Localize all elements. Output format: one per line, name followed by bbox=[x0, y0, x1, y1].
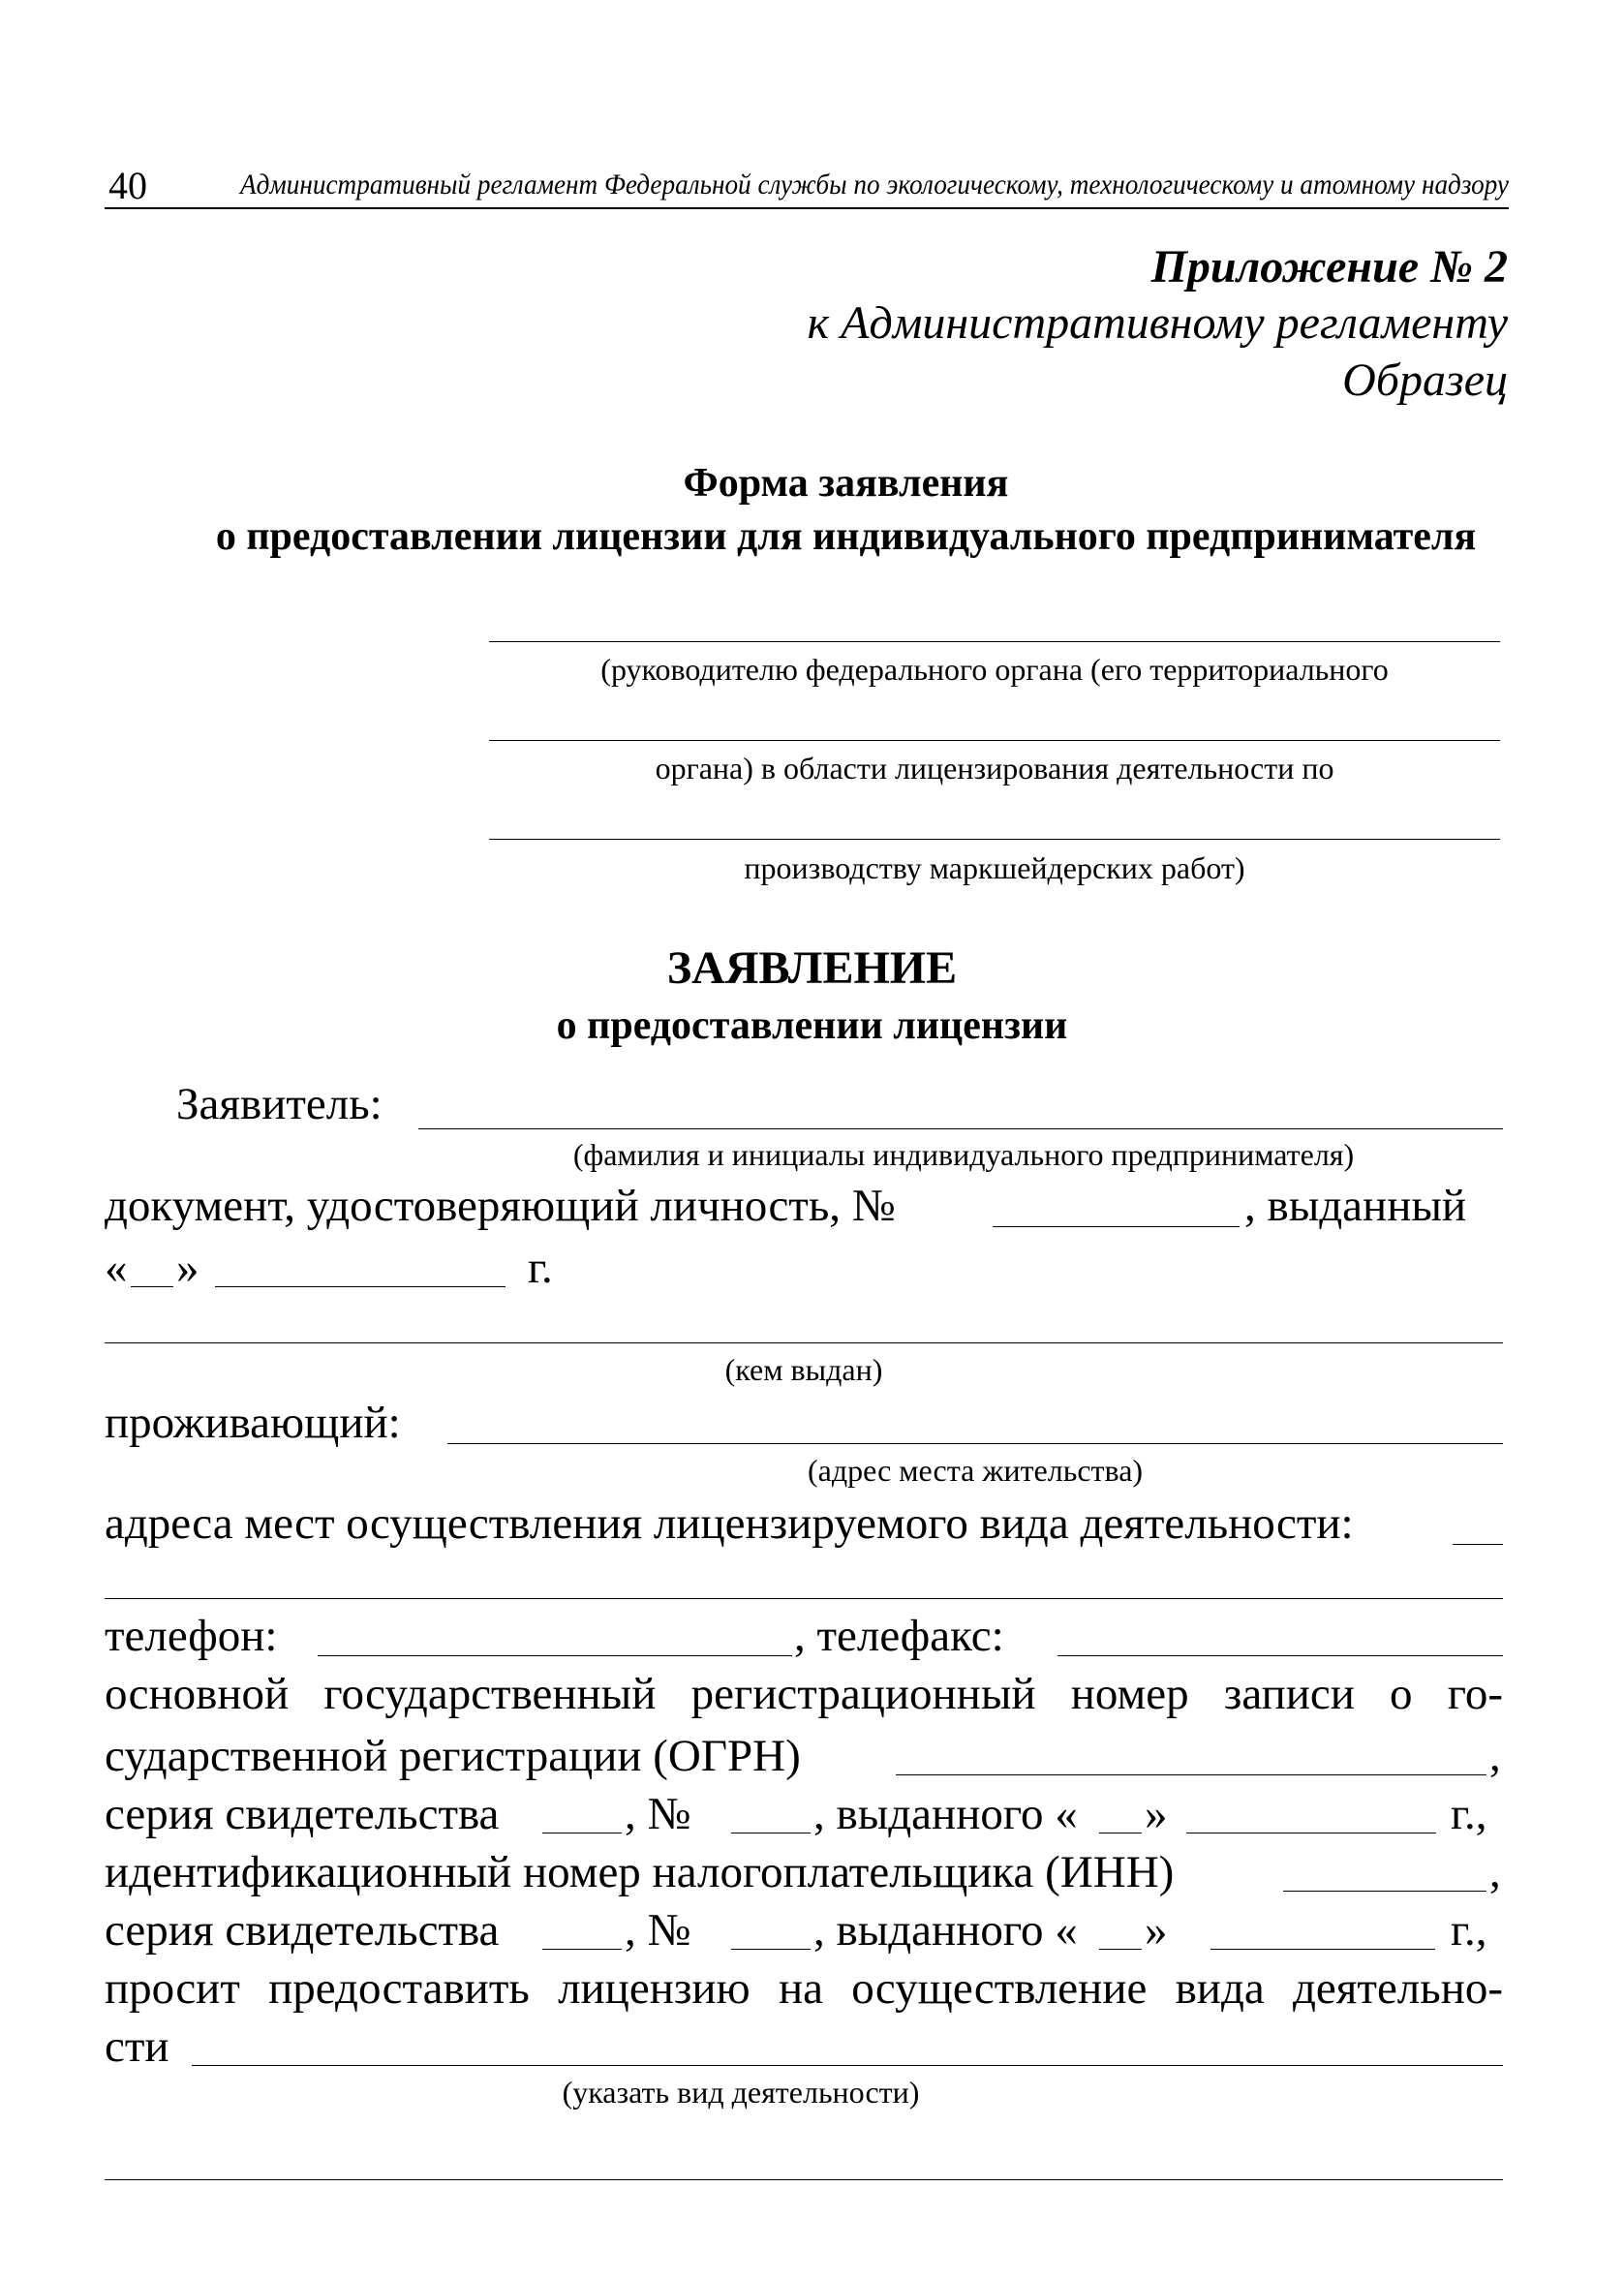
residing-field[interactable] bbox=[447, 1443, 1503, 1444]
inn-comma: , bbox=[1489, 1847, 1501, 1897]
appendix-reference: к Административному регламенту bbox=[807, 297, 1508, 349]
activity-type-caption: (указать вид деятельности) bbox=[562, 2075, 920, 2110]
applicant-caption: (фамилия и инициалы индивидуального предпринимателя) bbox=[572, 1137, 1355, 1172]
fax-field[interactable] bbox=[1057, 1655, 1503, 1656]
inn-field[interactable] bbox=[1283, 1891, 1486, 1892]
phone-field[interactable] bbox=[318, 1655, 792, 1656]
year-abbr: г. bbox=[528, 1243, 553, 1293]
activity-type-field-2[interactable] bbox=[105, 2179, 1503, 2180]
activity-addresses-field-2[interactable] bbox=[105, 1598, 1503, 1599]
cert-day-field-2[interactable] bbox=[1099, 1949, 1142, 1950]
running-title: Административный регламент Федеральной службы по экологическому, технологическому и атомному надзору bbox=[240, 169, 1510, 200]
activity-addresses-label: адреса мест осуществления лицензируемого вида деятельности: bbox=[105, 1498, 1354, 1549]
cert-number-label-1: , № bbox=[625, 1789, 691, 1839]
addressee-line-1[interactable] bbox=[489, 641, 1500, 642]
applicant-field[interactable] bbox=[418, 1128, 1503, 1129]
phone-label: телефон: bbox=[105, 1611, 278, 1661]
ogrn-text-line1: основной государственный регистрационный номер записи о го- bbox=[105, 1669, 1503, 1719]
form-subtitle: о предоставлении лицензии для индивидуального предпринимателя bbox=[215, 514, 1477, 559]
addressee-caption-1: (руководителю федерального органа (его территориального bbox=[600, 652, 1389, 687]
form-title: Форма заявления bbox=[683, 461, 1009, 506]
applicant-row bbox=[176, 1079, 383, 1129]
fax-label: , телефакс: bbox=[794, 1611, 1004, 1661]
cert-series-label-1: серия свидетельства bbox=[105, 1789, 500, 1839]
cert-series-field-2[interactable] bbox=[542, 1949, 622, 1950]
addressee-caption-2: органа) в области лицензирования деятельности по bbox=[655, 751, 1334, 786]
address-caption: (адрес места жительства) bbox=[807, 1453, 1144, 1488]
activity-addresses-field-1[interactable] bbox=[1453, 1544, 1503, 1545]
appendix-number: Приложение № 2 bbox=[1150, 241, 1508, 293]
activity-type-field[interactable] bbox=[192, 2065, 1503, 2066]
cert-number-label-2: , № bbox=[625, 1905, 691, 1956]
issued-by-field[interactable] bbox=[105, 1342, 1503, 1343]
cert-year-2: г., bbox=[1451, 1905, 1487, 1956]
cert-issued-label-2: , выданного « bbox=[813, 1905, 1078, 1956]
applicant-label: Заявитель: bbox=[176, 1079, 383, 1129]
issue-month-field[interactable] bbox=[215, 1286, 506, 1287]
id-doc-label: документ, удостоверяющий личность, № bbox=[105, 1181, 896, 1231]
cert-series-label-2: серия свидетельства bbox=[105, 1905, 500, 1956]
header-rule bbox=[105, 207, 1509, 209]
inn-label: идентификационный номер налогоплательщика (ИНН) bbox=[105, 1847, 1175, 1897]
cert-quote-close-2: » bbox=[1145, 1905, 1168, 1956]
cert-year-1: г., bbox=[1451, 1789, 1487, 1839]
ogrn-comma: , bbox=[1489, 1731, 1501, 1781]
ogrn-field[interactable] bbox=[896, 1774, 1486, 1775]
date-open-quote: « bbox=[105, 1243, 128, 1293]
addressee-line-2[interactable] bbox=[489, 740, 1500, 741]
id-doc-number-field[interactable] bbox=[993, 1226, 1240, 1227]
date-close-quote: » bbox=[176, 1243, 199, 1293]
statement-subtitle: о предоставлении лицензии bbox=[556, 1003, 1068, 1048]
request-text-line1: просит предоставить лицензию на осуществление вида деятельно- bbox=[105, 1963, 1503, 2014]
page-number: 40 bbox=[108, 164, 147, 207]
appendix-sample: Образец bbox=[1342, 354, 1508, 406]
addressee-caption-3: производству маркшейдерских работ) bbox=[744, 850, 1245, 885]
request-text-line2: сти bbox=[105, 2021, 169, 2072]
statement-title: ЗАЯВЛЕНИЕ bbox=[666, 942, 958, 994]
issue-day-field[interactable] bbox=[131, 1286, 173, 1287]
ogrn-text-line2: сударственной регистрации (ОГРН) bbox=[105, 1731, 801, 1781]
cert-number-field-2[interactable] bbox=[731, 1949, 811, 1950]
residing-label: проживающий: bbox=[105, 1398, 401, 1448]
id-doc-row bbox=[105, 1181, 896, 1231]
issued-label: , выданный bbox=[1244, 1181, 1467, 1231]
addressee-line-3[interactable] bbox=[489, 839, 1500, 840]
cert-issued-label-1: , выданного « bbox=[813, 1789, 1078, 1839]
issued-by-caption: (кем выдан) bbox=[724, 1352, 883, 1387]
cert-month-field-2[interactable] bbox=[1210, 1949, 1435, 1950]
cert-quote-close-1: » bbox=[1145, 1789, 1168, 1839]
